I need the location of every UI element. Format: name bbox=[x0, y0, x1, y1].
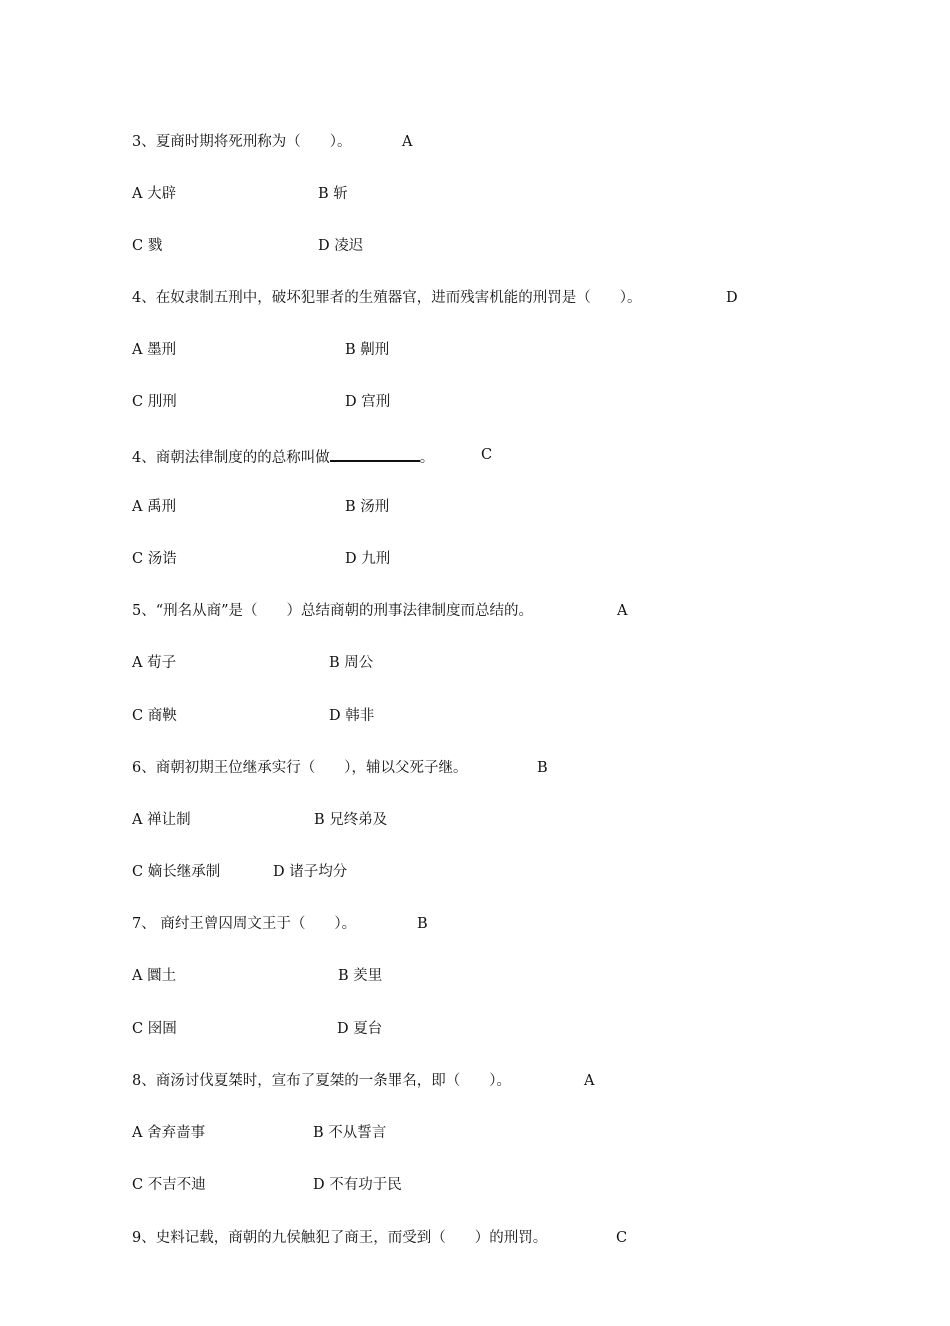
option-b: B 羑里 bbox=[338, 968, 383, 984]
option-b: B 兄终弟及 bbox=[314, 812, 388, 828]
question-text: 4、在奴隶制五刑中，破坏犯罪者的生殖器官，进而残害机能的刑罚是（ ）。 bbox=[132, 290, 642, 306]
option-d: D 九刑 bbox=[345, 551, 391, 567]
question-4b-options-row-1 bbox=[132, 498, 832, 516]
question-4-options-row-1 bbox=[132, 341, 832, 359]
question-4-options-row-2 bbox=[132, 393, 832, 411]
question-4b-answer-row bbox=[132, 446, 832, 464]
option-a: A 禹刑 bbox=[132, 499, 177, 515]
answer-key: B bbox=[417, 916, 428, 932]
option-a: A 舍弃啬事 bbox=[132, 1125, 206, 1141]
option-c: C 汤诰 bbox=[132, 551, 177, 567]
question-4-answer-row bbox=[132, 289, 832, 307]
answer-key: C bbox=[481, 447, 493, 463]
option-c: C 戮 bbox=[132, 238, 163, 254]
option-a: A 禅让制 bbox=[132, 812, 191, 828]
question-text: 4、商朝法律制度的的总称叫做 bbox=[132, 450, 330, 466]
answer-key: A bbox=[402, 134, 413, 150]
question-8-answer-row bbox=[132, 1072, 832, 1090]
option-b: B 汤刑 bbox=[345, 499, 390, 515]
question-6-options-row-2 bbox=[132, 863, 832, 881]
question-3-answer-row bbox=[132, 133, 832, 151]
question-text: 3、夏商时期将死刑称为（ ）。 bbox=[132, 134, 352, 150]
answer-key: D bbox=[726, 290, 738, 306]
question-5-options-row-1 bbox=[132, 654, 832, 672]
option-b: B 周公 bbox=[329, 655, 374, 671]
question-text: 5、“刑名从商”是（ ）总结商朝的刑事法律制度而总结的。 bbox=[132, 603, 534, 619]
question-text: 6、商朝初期王位继承实行（ ），辅以父死子继。 bbox=[132, 760, 468, 776]
option-d: D 韩非 bbox=[329, 708, 375, 724]
question-text-suffix: 。 bbox=[419, 450, 435, 466]
answer-key: C bbox=[616, 1230, 628, 1246]
answer-key: B bbox=[537, 760, 548, 776]
question-7-options-row-2 bbox=[132, 1020, 832, 1038]
question-4b-options-row-2 bbox=[132, 550, 832, 568]
question-7-answer-row bbox=[132, 915, 832, 933]
option-c: C 刖刑 bbox=[132, 394, 177, 410]
question-7-options-row-1 bbox=[132, 967, 832, 985]
option-a: A 圜土 bbox=[132, 968, 177, 984]
option-a: A 墨刑 bbox=[132, 342, 177, 358]
option-a: A 大辟 bbox=[132, 186, 177, 202]
option-b: B 不从誓言 bbox=[313, 1125, 387, 1141]
question-9-answer-row bbox=[132, 1229, 832, 1247]
option-c: C 囹圄 bbox=[132, 1021, 177, 1037]
option-d: D 不有功于民 bbox=[313, 1177, 402, 1193]
option-b: B 斩 bbox=[318, 186, 348, 202]
question-6-answer-row bbox=[132, 759, 832, 777]
option-d: D 夏台 bbox=[337, 1021, 383, 1037]
question-text: 9、史料记载，商朝的九侯触犯了商王，而受到（ ）的刑罚。 bbox=[132, 1230, 548, 1246]
question-6-options-row-1 bbox=[132, 811, 832, 829]
option-d: D 宫刑 bbox=[345, 394, 391, 410]
option-d: D 诸子均分 bbox=[273, 864, 348, 880]
option-d: D 凌迟 bbox=[318, 238, 364, 254]
option-c: C 不吉不迪 bbox=[132, 1177, 206, 1193]
question-3-options-row-1 bbox=[132, 185, 832, 203]
option-c: C 嫡长继承制 bbox=[132, 864, 221, 880]
question-5-answer-row bbox=[132, 602, 832, 620]
question-text: 7、 商纣王曾囚周文王于（ ）。 bbox=[132, 916, 357, 932]
answer-key: A bbox=[584, 1073, 595, 1089]
question-8-options-row-1 bbox=[132, 1124, 832, 1142]
question-3-options-row-2 bbox=[132, 237, 832, 255]
option-b: B 劓刑 bbox=[345, 342, 390, 358]
question-8-options-row-2 bbox=[132, 1176, 832, 1194]
answer-key: A bbox=[617, 603, 628, 619]
option-a: A 荀子 bbox=[132, 655, 177, 671]
question-text: 8、商汤讨伐夏桀时，宣布了夏桀的一条罪名，即（ ）。 bbox=[132, 1073, 511, 1089]
option-c: C 商鞅 bbox=[132, 708, 177, 724]
question-5-options-row-2 bbox=[132, 707, 832, 725]
